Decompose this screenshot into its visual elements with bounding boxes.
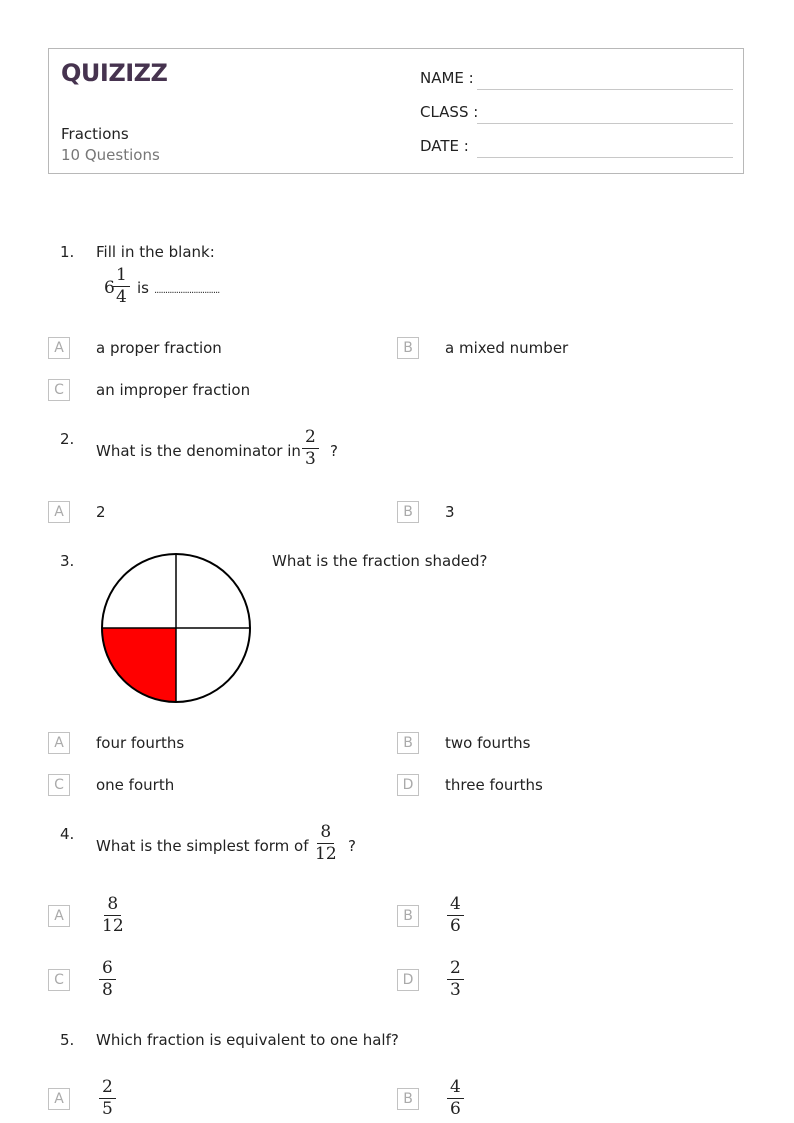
option-fraction[interactable] bbox=[99, 895, 127, 936]
option-fraction[interactable] bbox=[99, 1078, 116, 1119]
date-label: DATE : bbox=[420, 137, 469, 155]
shaded-circle-diagram bbox=[100, 552, 252, 704]
fraction-numerator: 6 bbox=[99, 959, 116, 980]
fraction-numerator: 2 bbox=[99, 1078, 116, 1099]
option-letter[interactable]: B bbox=[397, 337, 419, 359]
question-text: Which fraction is equivalent to one half? bbox=[96, 1031, 399, 1049]
fraction-numerator: 2 bbox=[447, 959, 464, 980]
option-letter[interactable]: A bbox=[48, 905, 70, 927]
answer-blank: .............................. bbox=[154, 285, 220, 296]
question-fraction bbox=[302, 428, 319, 469]
question-suffix: is bbox=[137, 279, 149, 297]
option-text[interactable]: a proper fraction bbox=[96, 339, 222, 357]
option-text[interactable]: an improper fraction bbox=[96, 381, 251, 399]
quizizz-logo: QUIZIZZ bbox=[61, 59, 168, 87]
option-letter[interactable]: A bbox=[48, 337, 70, 359]
option-text[interactable]: 2 bbox=[96, 503, 106, 521]
fraction-denominator: 6 bbox=[450, 916, 461, 936]
option-letter[interactable]: A bbox=[48, 1088, 70, 1110]
fraction-denominator: 6 bbox=[450, 1099, 461, 1119]
class-label: CLASS : bbox=[420, 103, 479, 121]
option-letter[interactable]: C bbox=[48, 379, 70, 401]
option-letter[interactable]: D bbox=[397, 774, 419, 796]
option-letter[interactable]: B bbox=[397, 732, 419, 754]
option-fraction[interactable] bbox=[447, 959, 464, 1000]
option-fraction[interactable] bbox=[99, 959, 116, 1000]
worksheet-header bbox=[48, 48, 744, 174]
option-letter[interactable]: D bbox=[397, 969, 419, 991]
fraction-denominator: 3 bbox=[450, 980, 461, 1000]
mixed-whole: 6 bbox=[104, 278, 115, 298]
question-count: 10 Questions bbox=[61, 146, 160, 164]
option-letter[interactable]: A bbox=[48, 501, 70, 523]
question-number: 5. bbox=[60, 1031, 75, 1049]
question-number: 3. bbox=[60, 552, 75, 570]
option-letter[interactable]: C bbox=[48, 774, 70, 796]
question-text: Fill in the blank: bbox=[96, 243, 215, 261]
question-number: 4. bbox=[60, 825, 75, 843]
fraction-denominator: 12 bbox=[102, 916, 124, 936]
name-label: NAME : bbox=[420, 69, 474, 87]
fraction-denominator: 3 bbox=[305, 449, 316, 469]
fraction-numerator: 4 bbox=[447, 895, 464, 916]
date-field[interactable] bbox=[477, 157, 733, 158]
option-fraction[interactable] bbox=[447, 895, 464, 936]
question-text: What is the denominator in bbox=[96, 442, 301, 460]
shaded-quarter bbox=[102, 628, 176, 702]
fraction-numerator: 8 bbox=[104, 895, 121, 916]
question-suffix: ? bbox=[330, 442, 338, 460]
option-letter[interactable]: A bbox=[48, 732, 70, 754]
fraction-denominator: 12 bbox=[315, 844, 337, 864]
name-field[interactable] bbox=[477, 89, 733, 90]
option-text[interactable]: three fourths bbox=[445, 776, 543, 794]
question-suffix: ? bbox=[348, 837, 356, 855]
question-number: 1. bbox=[60, 243, 75, 261]
fraction-numerator: 2 bbox=[302, 428, 319, 449]
question-number: 2. bbox=[60, 430, 75, 448]
option-text[interactable]: a mixed number bbox=[445, 339, 569, 357]
option-letter[interactable]: C bbox=[48, 969, 70, 991]
option-text[interactable]: one fourth bbox=[96, 776, 175, 794]
question-text: What is the fraction shaded? bbox=[272, 552, 488, 570]
fraction-denominator: 4 bbox=[116, 287, 127, 307]
option-text[interactable]: 3 bbox=[445, 503, 455, 521]
option-letter[interactable]: B bbox=[397, 905, 419, 927]
mixed-fraction bbox=[113, 266, 130, 307]
question-text: What is the simplest form of bbox=[96, 837, 309, 855]
fraction-denominator: 8 bbox=[102, 980, 113, 1000]
option-text[interactable]: four fourths bbox=[96, 734, 185, 752]
option-text[interactable]: two fourths bbox=[445, 734, 531, 752]
worksheet-title: Fractions bbox=[61, 125, 129, 143]
question-fraction bbox=[312, 823, 340, 864]
option-fraction[interactable] bbox=[447, 1078, 464, 1119]
class-field[interactable] bbox=[477, 123, 733, 124]
fraction-numerator: 8 bbox=[317, 823, 334, 844]
fraction-numerator: 1 bbox=[113, 266, 130, 287]
option-letter[interactable]: B bbox=[397, 501, 419, 523]
fraction-numerator: 4 bbox=[447, 1078, 464, 1099]
option-letter[interactable]: B bbox=[397, 1088, 419, 1110]
fraction-denominator: 5 bbox=[102, 1099, 113, 1119]
